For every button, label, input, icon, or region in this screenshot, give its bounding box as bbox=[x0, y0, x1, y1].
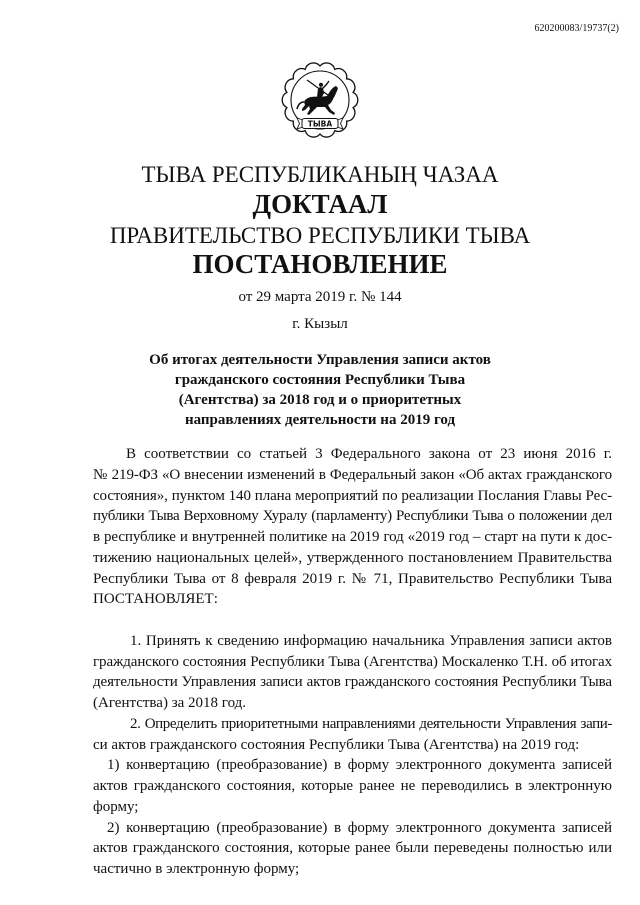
document-type-russian: ПОСТАНОВЛЕНИЕ bbox=[192, 249, 448, 279]
government-name-tuvan: ТЫВА РЕСПУБЛИКАНЫҢ ЧАЗАА bbox=[141, 162, 499, 187]
document-body bbox=[93, 444, 612, 880]
preamble-line: В соответствии со статьей 3 Федерального закона от 23 июня 2016 г. bbox=[126, 446, 612, 462]
resolves-line: ПОСТАНОВЛЯЕТ: bbox=[93, 591, 218, 608]
item-1-line: (Агентства) за 2018 год. bbox=[93, 695, 247, 711]
government-name-russian: ПРАВИТЕЛЬСТВО РЕСПУБЛИКИ ТЫВА bbox=[109, 223, 531, 248]
item-1-line: гражданского состояния Республики Тыва (Агентства) Москаленко Т.Н. об итогах bbox=[93, 653, 612, 670]
item-2-line: си актов гражданского состояния Республики Тыва (Агентства) на 2019 год: bbox=[93, 736, 580, 753]
subitem-1-line: 1) конвертацию (преобразование) в форму электронного документа записей bbox=[107, 757, 612, 774]
title-line: (Агентства) за 2018 год и о приоритетных bbox=[178, 392, 462, 408]
subitem-2-line: частично в электронную форму; bbox=[93, 861, 300, 877]
subitem-1-line: актов гражданского состояния, которые ранее не переводились в электронную bbox=[93, 778, 612, 794]
emblem-rider-head bbox=[319, 83, 323, 87]
preamble-line: № 219-ФЗ «О внесении изменений в Федеральный закон «Об актах гражданского bbox=[93, 466, 612, 483]
title-line: Об итогах деятельности Управления записи актов bbox=[149, 352, 491, 368]
subitem-1-line: форму; bbox=[93, 798, 139, 815]
paragraph-gap bbox=[93, 610, 612, 631]
document-type-tuvan: ДОКТААЛ bbox=[252, 189, 388, 219]
document-title bbox=[0, 350, 640, 430]
emblem-ribbon-text: ТЫВА bbox=[307, 119, 333, 129]
document-date-number: от 29 марта 2019 г. № 144 bbox=[238, 289, 402, 305]
item-1-line: 1. Принять к сведению информацию начальника Управления записи актов bbox=[130, 632, 612, 649]
title-line: направлениях деятельности на 2019 год bbox=[184, 412, 456, 428]
preamble-line: состояния», пунктом 140 плана мероприятий по реализации Послания Главы Рес- bbox=[93, 487, 612, 504]
item-2-line: 2. Определить приоритетными направлениями деятельности Управления запи- bbox=[130, 715, 612, 732]
subitem-2-line: 2) конвертацию (преобразование) в форму электронного документа записей bbox=[107, 819, 612, 836]
title-line: гражданского состояния Республики Тыва bbox=[174, 372, 466, 388]
preamble-line: публики Тыва Верховному Хуралу (парламенту) Республики Тыва о положении дел bbox=[93, 508, 612, 525]
document-code: 620200083/19737(2) bbox=[534, 23, 619, 34]
preamble-line: тижению национальных целей», утвержденного постановлением Правительства bbox=[93, 549, 612, 566]
document-place: г. Кызыл bbox=[292, 316, 348, 332]
preamble-line: Республики Тыва от 8 февраля 2019 г. № 71, Правительство Республики Тыва bbox=[93, 570, 612, 587]
preamble-line: в республике и внутренней политике на 2019 год «2019 год – старт на пути к дос- bbox=[93, 529, 612, 545]
subitem-2-line: актов гражданского состояния, которые ранее были переведены полностью или bbox=[93, 840, 612, 857]
item-1-line: деятельности Управления записи актов гражданского состояния Республики Тыва bbox=[93, 674, 612, 691]
tuva-emblem-icon bbox=[280, 58, 360, 142]
